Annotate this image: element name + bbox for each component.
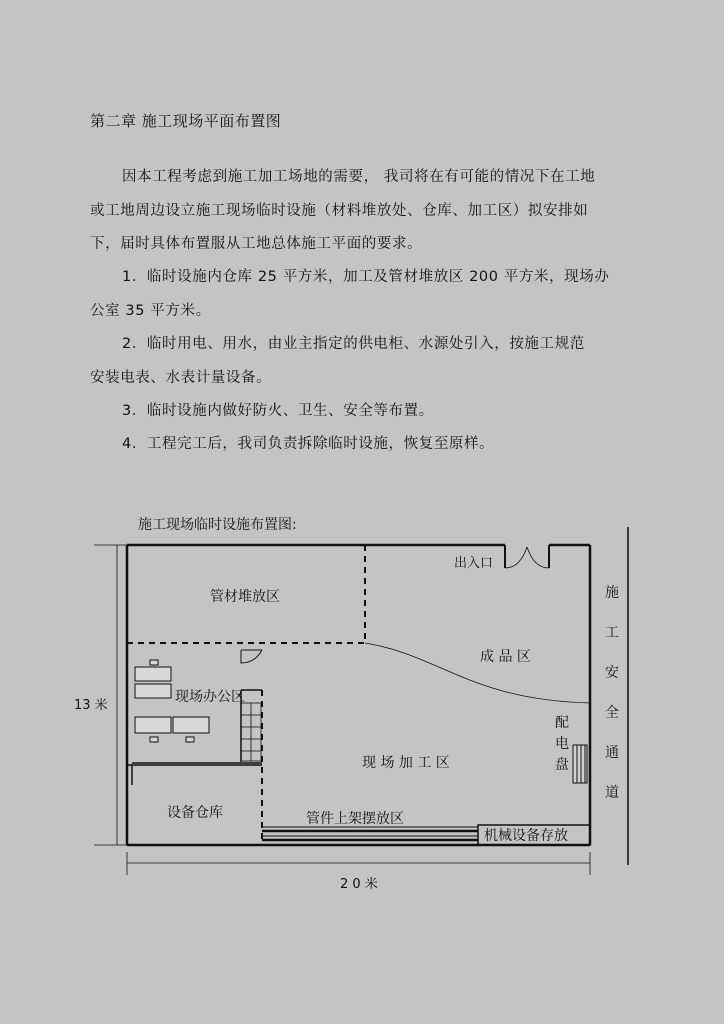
diagram-title: 施工现场临时设施布置图:	[138, 517, 297, 533]
height-dimension-label: 13 米	[74, 698, 108, 713]
finished-area-label: 成 品 区	[480, 649, 531, 665]
width-dimension-label: 2 0 米	[340, 877, 378, 892]
pipe-rack	[262, 827, 478, 840]
paragraph-line: 因本工程考虑到施工加工场地的需要， 我司将在有可能的情况下在工地	[122, 169, 596, 185]
access-road-label-char: 施	[605, 585, 619, 601]
distribution-panel-label-char: 盘	[555, 757, 569, 773]
access-road-label-char: 道	[605, 785, 619, 801]
access-road-label-char: 通	[605, 745, 619, 761]
office-shelving	[241, 703, 261, 761]
site-office-label: 现场办公区	[175, 689, 245, 705]
access-road-label-char: 工	[605, 625, 619, 641]
machinery-storage-label: 机械设备存放	[484, 828, 568, 844]
entrance-door	[505, 545, 549, 568]
access-road-label-char: 全	[605, 705, 619, 721]
paragraph-line: 安装电表、水表计量设备。	[90, 370, 272, 386]
distribution-panel-box	[573, 745, 587, 783]
chapter-title: 第二章 施工现场平面布置图	[90, 112, 282, 130]
entrance-label: 出入口	[454, 556, 494, 571]
pipe-storage-label: 管材堆放区	[210, 589, 280, 605]
access-road-label-char: 安	[605, 665, 619, 681]
paragraph-line: 3．临时设施内做好防火、卫生、安全等布置。	[122, 403, 434, 419]
processing-area-label: 现 场 加 工 区	[362, 755, 450, 771]
office-door	[241, 650, 262, 663]
width-dimension-line	[127, 852, 590, 875]
height-dimension-line	[94, 545, 127, 845]
paragraph-line: 或工地周边设立施工现场临时设施（材料堆放处、仓库、加工区）拟安排如	[90, 203, 589, 219]
distribution-panel-label-char: 配	[555, 715, 569, 731]
paragraph-line: 下，届时具体布置服从工地总体施工平面的要求。	[90, 236, 423, 252]
paragraph-line: 4．工程完工后，我司负责拆除临时设施，恢复至原样。	[122, 436, 495, 452]
distribution-panel-label-char: 电	[555, 736, 569, 752]
pipe-rack-label: 管件上架摆放区	[306, 811, 404, 827]
paragraph-line: 1．临时设施内仓库 25 平方米，加工及管材堆放区 200 平方米，现场办	[122, 269, 610, 285]
equipment-warehouse-label: 设备仓库	[167, 805, 223, 821]
paragraph-line: 公室 35 平方米。	[90, 303, 211, 319]
finished-area-boundary	[365, 643, 590, 703]
paragraph-line: 2．临时用电、用水，由业主指定的供电柜、水源处引入，按施工规范	[122, 336, 585, 352]
